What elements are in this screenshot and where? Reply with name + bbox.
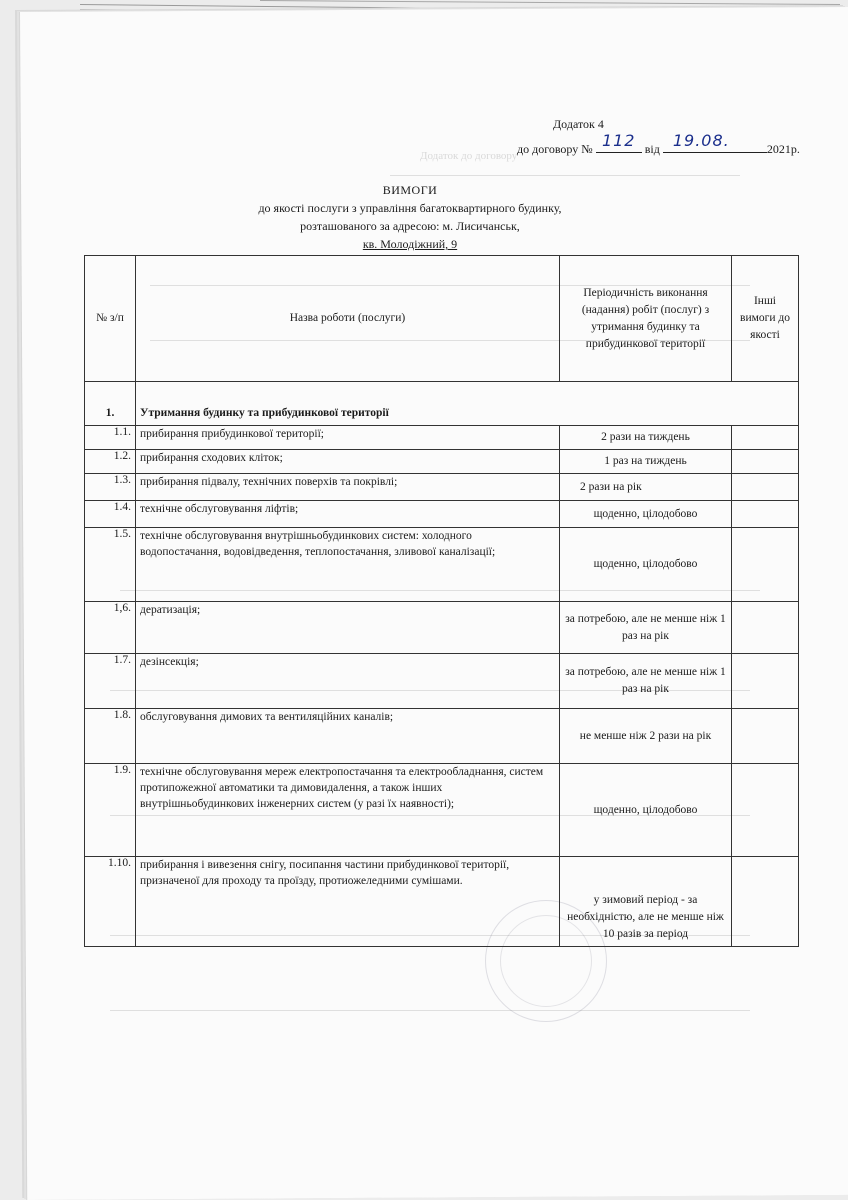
table-row [85,474,799,501]
row-name: обслуговування димових та вентиляційних каналів; [136,709,560,764]
row-frequency: у зимовий період - за необхідністю, але не менше ніж 10 разів за період [560,857,732,947]
row-other [732,764,799,857]
show-through-line [390,175,740,176]
row-num: 1.7. [85,654,136,709]
row-other [732,426,799,450]
row-other [732,501,799,528]
table-header-row [85,256,799,382]
row-num: 1.5. [85,528,136,602]
section-title: Утримання будинку та прибудинкової території [136,382,799,426]
row-other [732,857,799,947]
table-row [85,764,799,857]
row-name: технічне обслуговування ліфтів; [136,501,560,528]
row-other [732,602,799,654]
document-heading [240,181,580,253]
row-name: прибирання підвалу, технічних поверхів та покрівлі; [136,474,560,501]
requirements-table [84,255,799,947]
contract-reference [517,131,800,157]
table-row [85,654,799,709]
table-row [85,426,799,450]
appendix-label: Додаток 4 [553,117,604,131]
show-through-line [110,1010,750,1011]
row-frequency: щоденно, цілодобово [560,501,732,528]
row-name: дератизація; [136,602,560,654]
contract-date: 19.08. [672,131,730,150]
contract-year: 2021р. [766,142,800,156]
row-num: 1.10. [85,857,136,947]
row-name: дезінсекція; [136,654,560,709]
row-frequency: за потребою, але не менше ніж 1 раз на рік [560,654,732,709]
header-frequency: Періодичність виконання (надання) робіт (послуг) з утримання будинку та прибудинкової території [560,256,732,382]
row-frequency: за потребою, але не менше ніж 1 раз на рік [560,602,732,654]
contract-date-prefix: від [644,142,660,156]
row-other [732,654,799,709]
row-frequency: 1 раз на тиждень [560,450,732,474]
row-num: 1.1. [85,426,136,450]
heading-line-1: до якості послуги з управління багатоквартирного будинку, [258,201,562,215]
row-num: 1.3. [85,474,136,501]
table-row [85,709,799,764]
heading-address: кв. Молодіжний, 9 [362,237,458,251]
contract-number-blank [596,131,642,153]
row-name: прибирання і вивезення снігу, посипання частини прибудинкової території, призначеної для проходу та проїзду, протиожеледними сумішами. [136,857,560,947]
row-num: 1.4. [85,501,136,528]
document-title: ВИМОГИ [382,183,438,197]
row-other [732,474,799,501]
heading-line-2: розташованого за адресою: м. Лисичанськ, [300,219,520,233]
table-row [85,602,799,654]
row-name: технічне обслуговування мереж електропостачання та електрообладнання, систем протипожежної автоматики та димовидалення, а також інших внутрішньобудинкових інженерних систем (у разі їх наявності); [136,764,560,857]
table-row [85,450,799,474]
row-num: 1.9. [85,764,136,857]
section-num: 1. [85,382,136,426]
contract-prefix: до договору № [517,142,593,156]
row-other [732,450,799,474]
section-row [85,382,799,426]
row-other [732,528,799,602]
row-name: прибирання сходових кліток; [136,450,560,474]
row-frequency: не менше ніж 2 рази на рік [560,709,732,764]
row-num: 1.8. [85,709,136,764]
row-name: прибирання прибудинкової території; [136,426,560,450]
table-row [85,528,799,602]
header-other: Інші вимоги до якості [732,256,799,382]
header-name: Назва роботи (послуги) [136,256,560,382]
row-frequency: щоденно, цілодобово [560,764,732,857]
row-num: 1,6. [85,602,136,654]
contract-date-blank [663,131,767,153]
contract-number: 112 [601,131,636,150]
row-frequency: 2 рази на тиждень [560,426,732,450]
row-num: 1.2. [85,450,136,474]
header-num: № з/п [85,256,136,382]
table-row [85,501,799,528]
row-name: технічне обслуговування внутрішньобудинкових систем: холодного водопостачання, водовідведення, теплопостачання, зливової каналізації; [136,528,560,602]
table-row [85,857,799,947]
row-other [732,709,799,764]
row-frequency: щоденно, цілодобово [560,528,732,602]
row-frequency: 2 рази на рік [560,474,732,501]
